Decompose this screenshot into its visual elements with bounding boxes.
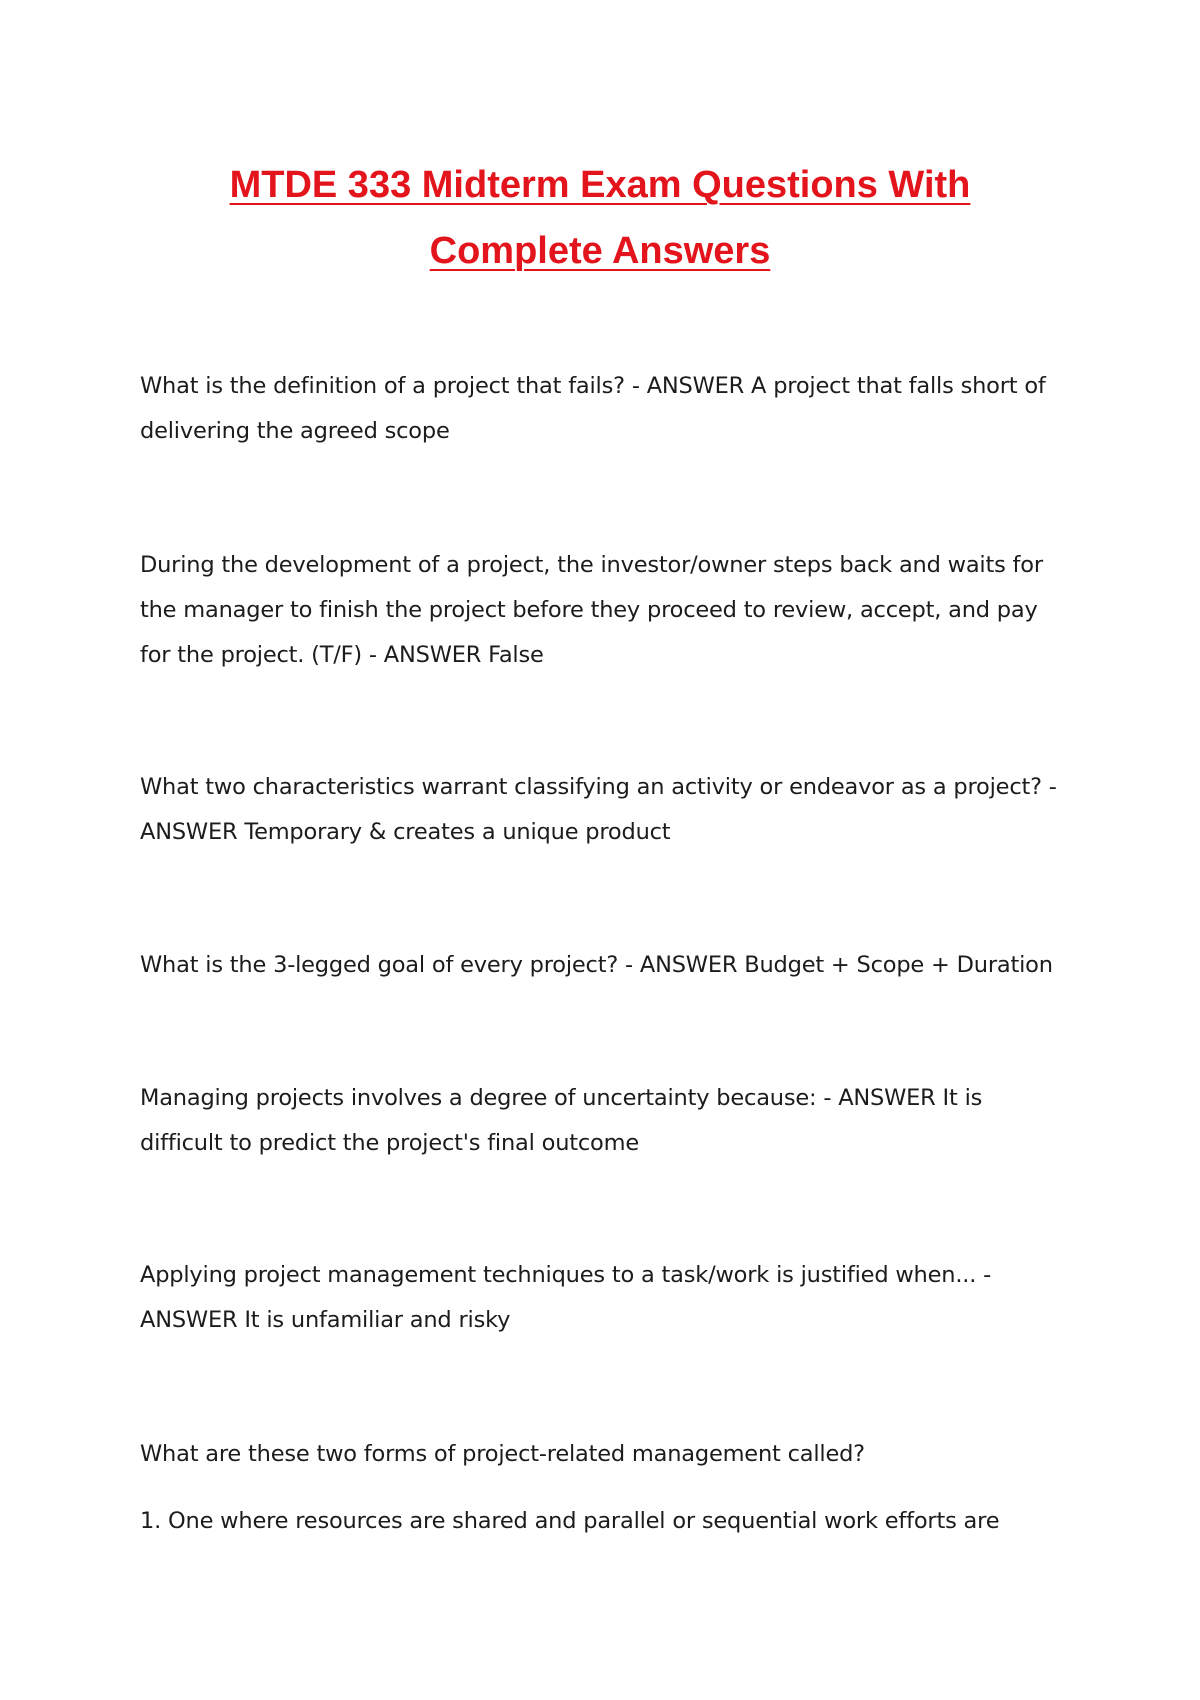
qa-text: What two characteristics warrant classifying an activity or endeavor as a project? - ANSWER Temporary & creates a unique product [140,774,1057,845]
qa-item [140,1076,1070,1166]
qa-item [140,1432,1070,1544]
qa-text: What is the definition of a project that fails? - ANSWER A project that falls short of delivering the agreed scope [140,373,1046,444]
qa-text: Managing projects involves a degree of uncertainty because: - ANSWER It is difficult to predict the project's final outcome [140,1085,983,1156]
qa-text: What are these two forms of project-related management called? [140,1441,865,1467]
qa-text: Applying project management techniques to a task/work is justified when... - ANSWER It is unfamiliar and risky [140,1262,992,1333]
qa-item [140,943,1070,988]
qa-item [140,1253,1070,1343]
qa-text: What is the 3-legged goal of every project? - ANSWER Budget + Scope + Duration [140,952,1053,978]
title-line-2: Complete Answers [429,230,771,272]
title-line-1: MTDE 333 Midterm Exam Questions With [229,164,971,206]
qa-item [140,543,1070,678]
qa-subtext: 1. One where resources are shared and parallel or sequential work efforts are [140,1508,1000,1534]
document-title [0,152,1200,284]
qa-text: During the development of a project, the investor/owner steps back and waits for the manager to finish the project before they proceed to review, accept, and pay for the project. (T/F) - ANSWER False [140,552,1043,668]
qa-item [140,765,1070,855]
qa-item [140,364,1070,454]
